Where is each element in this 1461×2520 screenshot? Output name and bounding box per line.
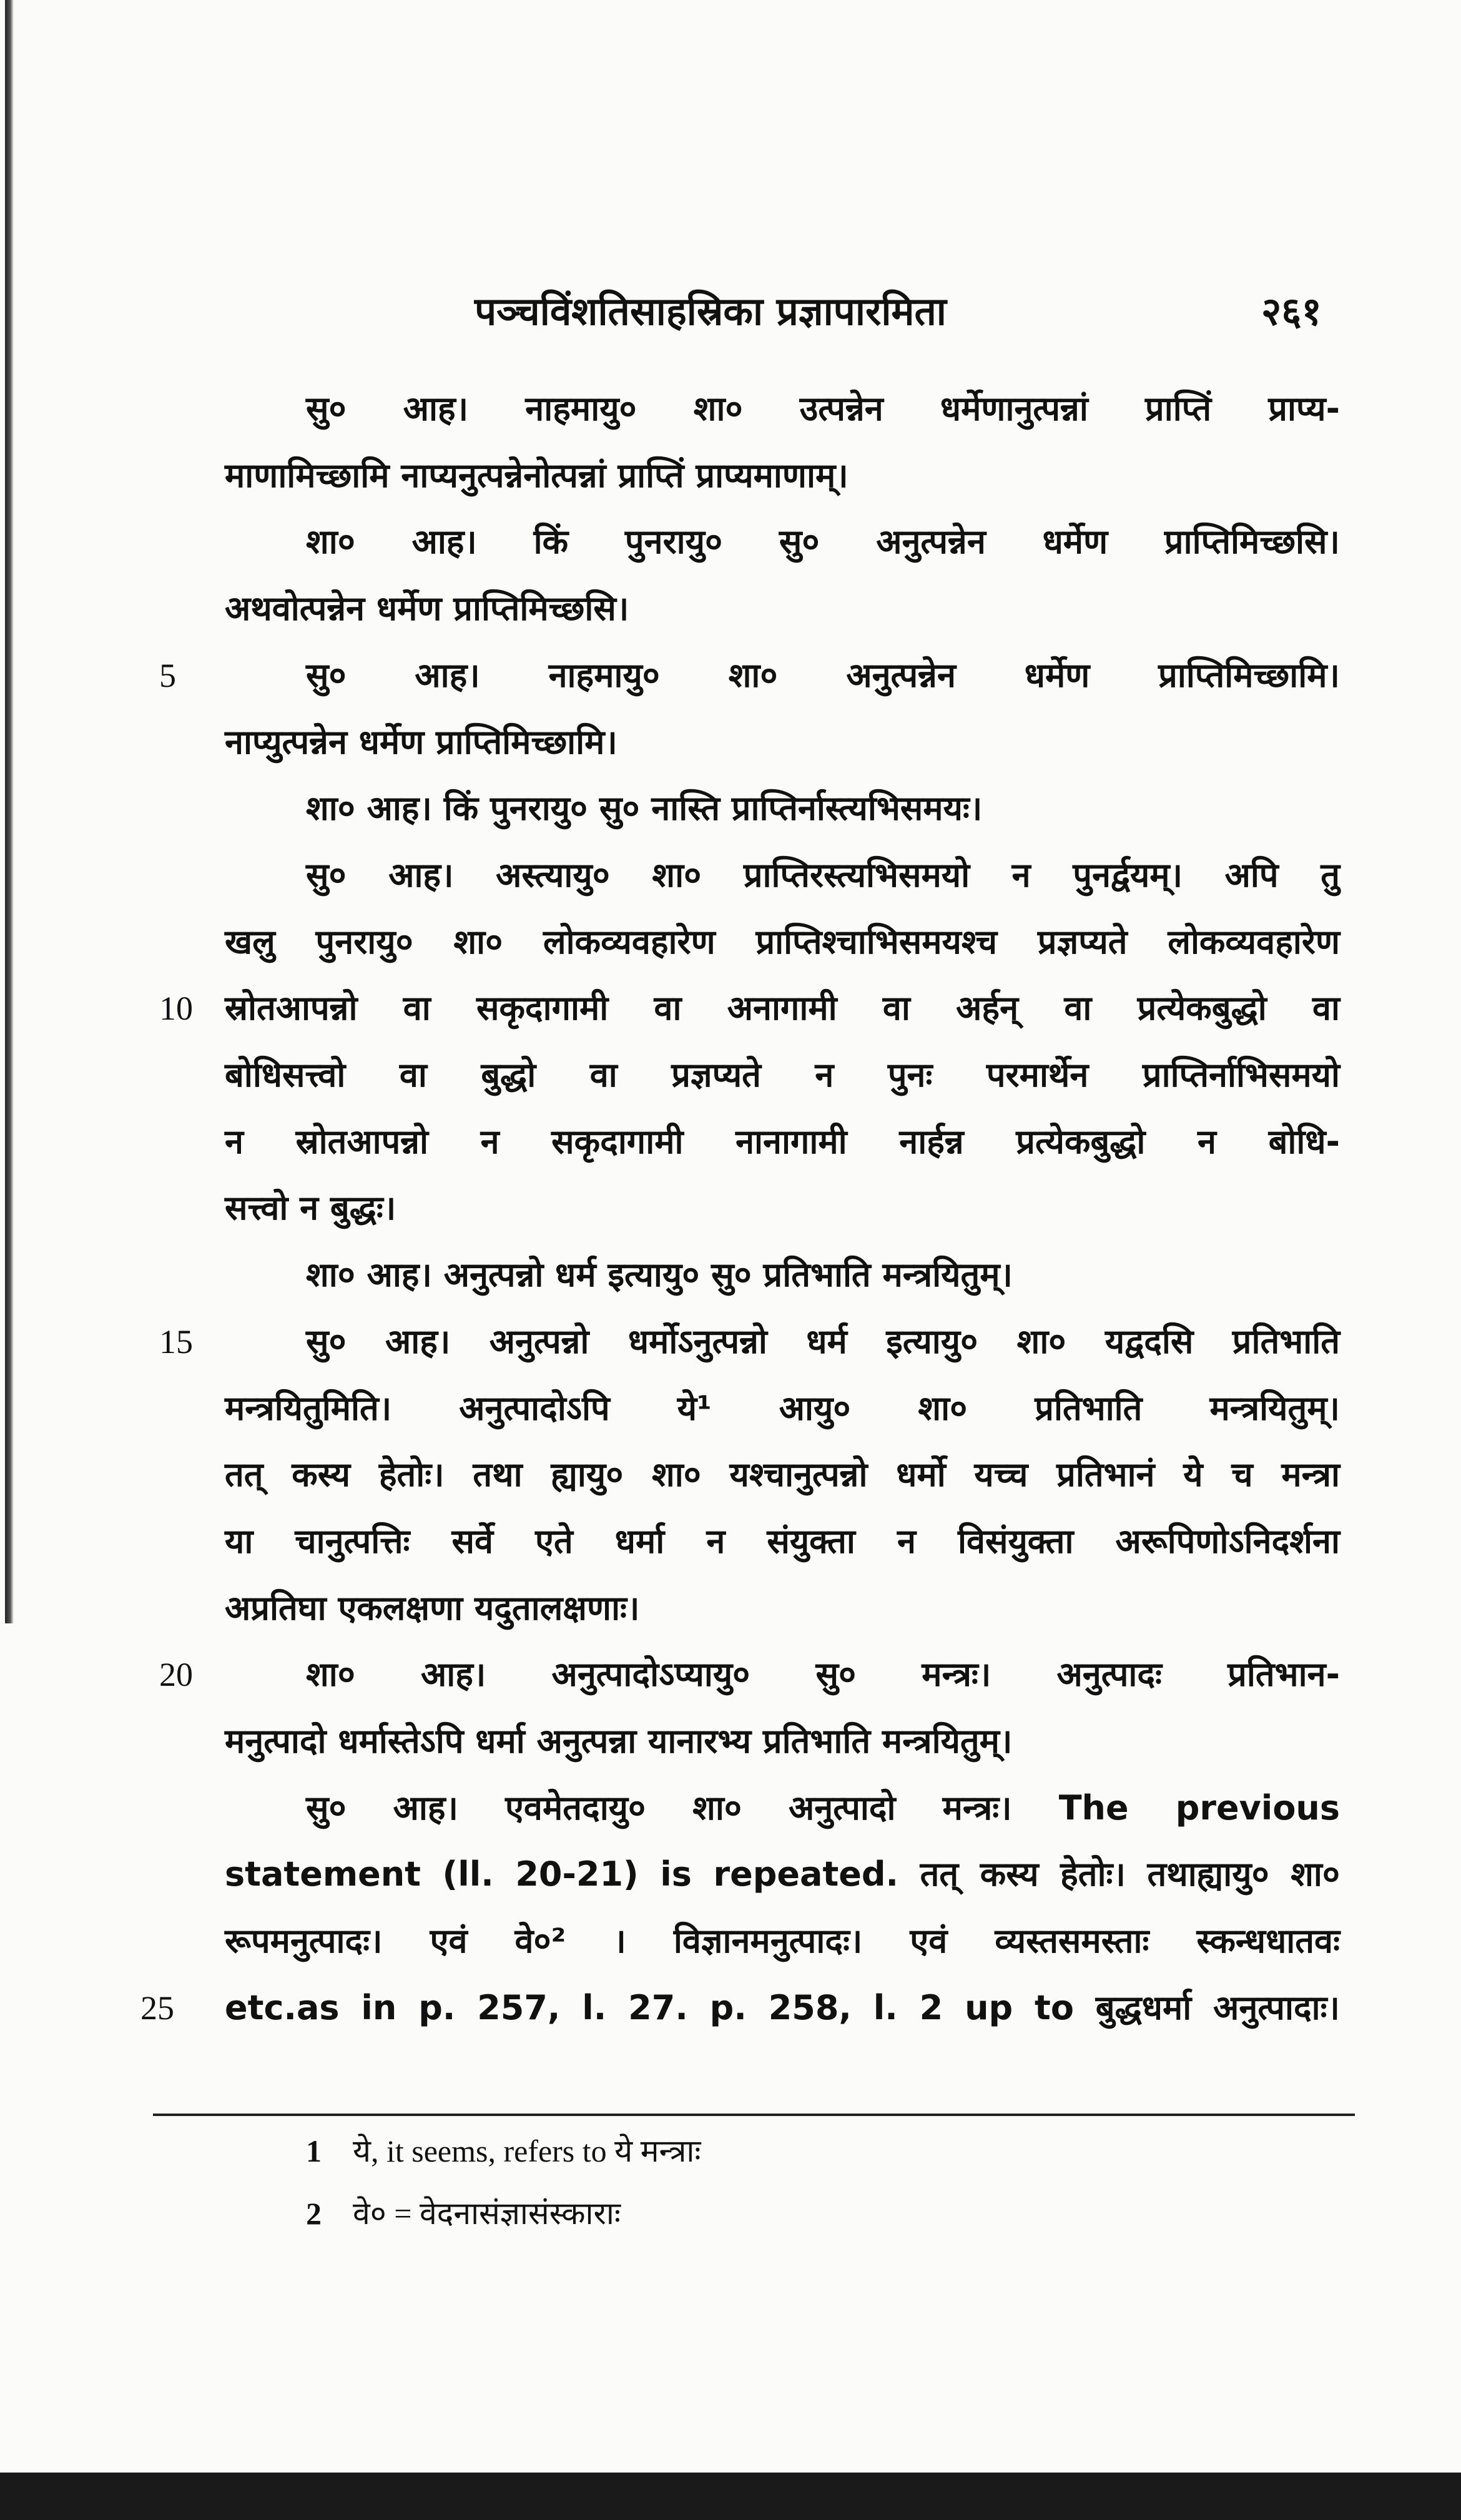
- text-line: सु० आह। अनुत्पन्नो धर्मोऽनुत्पन्नो धर्म इत्यायु० शा० यद्वदसि प्रतिभाति: [306, 1321, 1340, 1361]
- footnote-number: 1: [306, 2134, 322, 2168]
- text-line: etc.as in p. 257, l. 27. p. 258, l. 2 up to बुद्धधर्मा अनुत्पादाः।: [225, 1987, 1340, 2027]
- line-number: 10: [159, 990, 193, 1028]
- footnote-text: वे० = वेदनासंज्ञासंस्काराः: [353, 2196, 621, 2231]
- page-number: २६१: [1261, 288, 1322, 334]
- text-line: रूपमनुत्पादः। एवं वे०² । विज्ञानमनुत्पादः। एवं व्यस्तसमस्ताः स्कन्धधातवः: [225, 1921, 1340, 1961]
- text-line: या चानुत्पत्तिः सर्वे एते धर्मा न संयुक्ता न विसंयुक्ता अरूपिणोऽनिदर्शना: [225, 1521, 1340, 1561]
- line-number: 20: [159, 1656, 193, 1694]
- footnote-text: ये, it seems, refers to ये मन्त्राः: [353, 2134, 701, 2168]
- text-line: शा० आह। अनुत्पन्नो धर्म इत्यायु० सु० प्रतिभाति मन्त्रयितुम्।: [306, 1255, 1013, 1295]
- scan-edge: [0, 2473, 1461, 2520]
- footnote-number: 2: [306, 2196, 322, 2231]
- binding-shadow: [5, 0, 14, 1623]
- line-number: 25: [140, 1989, 174, 2027]
- text-line: नाप्युत्पन्नेन धर्मेण प्राप्तिमिच्छामि।: [225, 722, 617, 762]
- text-line: सु० आह। एवमेतदायु० शा० अनुत्पादो मन्त्रः। The previous: [306, 1788, 1340, 1828]
- running-head-title: पञ्चविंशतिसाहस्रिका प्रज्ञापारमिता: [475, 288, 947, 334]
- footnote-2: [306, 2192, 621, 2235]
- text-line: statement (ll. 20-21) is repeated. तत् कस्य हेतोः। तथाह्यायु० शा०: [225, 1854, 1340, 1894]
- text-line: सु० आह। अस्त्यायु० शा० प्राप्तिरस्त्यभिसमयो न पुनर्द्वयम्। अपि तु: [306, 855, 1340, 895]
- text-line: मन्त्रयितुमिति। अनुत्पादोऽपि ये¹ आयु० शा० प्रतिभाति मन्त्रयितुम्।: [225, 1388, 1340, 1428]
- text-line: खलु पुनरायु० शा० लोकव्यवहारेण प्राप्तिश्चाभिसमयश्च प्रज्ञप्यते लोकव्यवहारेण: [225, 922, 1340, 962]
- text-line: शा० आह। अनुत्पादोऽप्यायु० सु० मन्त्रः। अनुत्पादः प्रतिभान-: [306, 1655, 1340, 1695]
- text-line: बोधिसत्त्वो वा बुद्धो वा प्रज्ञप्यते न पुनः परमार्थेन प्राप्तिर्नाभिसमयो: [225, 1055, 1340, 1095]
- text-line: न स्रोतआपन्नो न सकृदागामी नानागामी नार्हन्न प्रत्येकबुद्धो न बोधि-: [225, 1121, 1340, 1161]
- footnote-1: [306, 2129, 701, 2173]
- text-line: शा० आह। किं पुनरायु० सु० अनुत्पन्नेन धर्मेण प्राप्तिमिच्छसि।: [306, 522, 1340, 562]
- line-number: 15: [159, 1322, 193, 1361]
- text-line: स्रोतआपन्नो वा सकृदागामी वा अनागामी वा अर्हन् वा प्रत्येकबुद्धो वा: [225, 988, 1340, 1028]
- text-line: सु० आह। नाहमायु० शा० अनुत्पन्नेन धर्मेण प्राप्तिमिच्छामि।: [306, 655, 1340, 695]
- text-line: सु० आह। नाहमायु० शा० उत्पन्नेन धर्मेणानुत्पन्नां प्राप्तिं प्राप्य-: [306, 389, 1340, 428]
- text-line: अथवोत्पन्नेन धर्मेण प्राप्तिमिच्छसि।: [225, 589, 629, 629]
- text-line: तत् कस्य हेतोः। तथा ह्यायु० शा० यश्चानुत्पन्नो धर्मो यच्च प्रतिभानं ये च मन्त्रा: [225, 1455, 1340, 1495]
- text-line: मनुत्पादो धर्मास्तेऽपि धर्मा अनुत्पन्ना यानारभ्य प्रतिभाति मन्त्रयितुम्।: [225, 1721, 1013, 1761]
- text-line: सत्त्वो न बुद्धः।: [225, 1188, 396, 1228]
- footnote-divider: [153, 2114, 1355, 2116]
- text-line: माणामिच्छामि नाप्यनुत्पन्नेनोत्पन्नां प्राप्तिं प्राप्यमाणाम्।: [225, 455, 849, 495]
- text-line: अप्रतिघा एकलक्षणा यदुतालक्षणाः।: [225, 1588, 640, 1628]
- text-line: शा० आह। किं पुनरायु० सु० नास्ति प्राप्तिर्नास्त्यभिसमयः।: [306, 789, 983, 829]
- line-number: 5: [159, 656, 176, 694]
